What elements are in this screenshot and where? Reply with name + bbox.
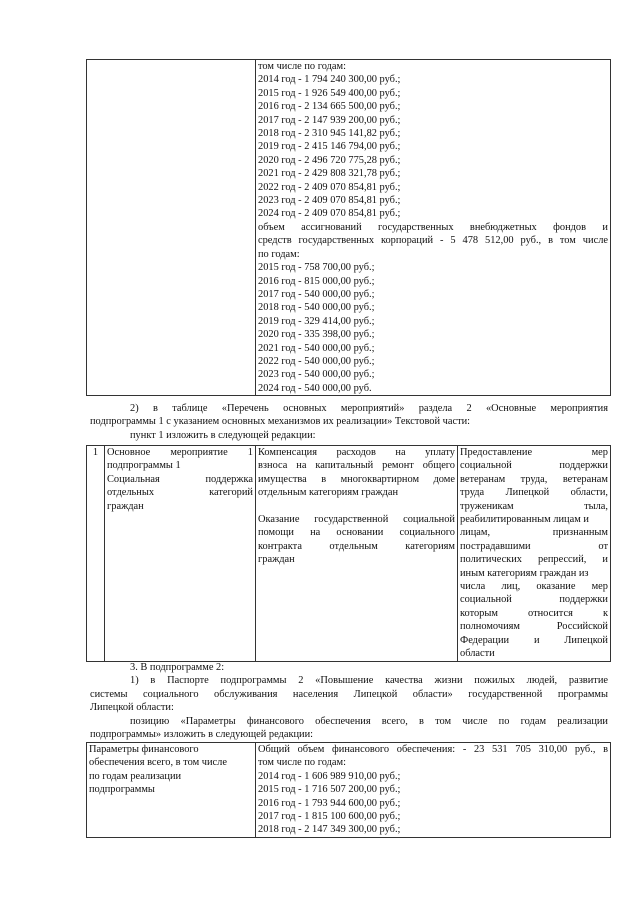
text-line: реабилитированным лицам и <box>460 514 589 526</box>
text-line: 2018 год - 540 000,00 руб.; <box>258 302 375 314</box>
measure-number: 1 <box>87 446 105 662</box>
measure-scope-cell <box>458 446 611 662</box>
para-line: 3. В подпрограмме 2: <box>130 662 225 673</box>
text-line: труженикам тыла, <box>460 500 608 512</box>
text-line: контракта отдельным категориям <box>258 540 455 552</box>
funding-label-cell <box>87 60 256 396</box>
text-line: 2020 год - 335 398,00 руб.; <box>258 329 375 341</box>
text-line: 2017 год - 1 815 100 600,00 руб.; <box>258 811 401 823</box>
text-line: Федерации и Липецкой <box>460 634 608 646</box>
text-line: отдельным категориям граждан <box>258 487 398 499</box>
para-line: 2) в таблице «Перечень основных мероприятий» раздела 2 «Основные мероприятия <box>130 403 608 414</box>
text-line: Предоставление мер <box>460 447 608 458</box>
text-line: том числе по годам: <box>258 757 346 769</box>
text-line: 2015 год - 1 926 549 400,00 руб.; <box>258 87 401 99</box>
text-line: граждан <box>107 500 144 512</box>
text-line: лицам, признанным <box>460 527 608 539</box>
text-line: пострадавшими от <box>460 540 608 552</box>
text-line: граждан <box>258 554 295 566</box>
para-line: позицию «Параметры финансового обеспечения всего, в том числе по годам реализации <box>130 715 608 727</box>
funding-values-cell <box>256 60 611 396</box>
para-line: системы социального обслуживания населения Липецкой области» государственной программы <box>90 688 608 700</box>
text-line: 2019 год - 329 414,00 руб.; <box>258 315 375 327</box>
text-line: 2016 год - 2 134 665 500,00 руб.; <box>258 101 401 113</box>
text-line: 2015 год - 1 716 507 200,00 руб.; <box>258 784 401 796</box>
text-line: 2024 год - 2 409 070 854,81 руб.; <box>258 208 401 220</box>
para-line: подпрограммы 1 с указанием основных механизмов их реализации» Текстовой части: <box>90 416 471 428</box>
text-line: Компенсация расходов на уплату <box>258 447 455 458</box>
text-line: подпрограммы <box>89 784 155 796</box>
text-line: 2021 год - 2 429 808 321,78 руб.; <box>258 168 401 180</box>
para-line: 1) в Паспорте подпрограммы 2 «Повышение качества жизни пожилых людей, развитие <box>130 675 608 687</box>
text-line: иным категориям граждан из <box>460 567 589 579</box>
text-line: 2024 год - 540 000,00 руб. <box>258 382 372 394</box>
text-line: 2016 год - 815 000,00 руб.; <box>258 275 375 287</box>
measure-name-cell <box>105 446 256 662</box>
text-line: политических репрессий, и <box>460 554 608 566</box>
text-line: 2017 год - 2 147 939 200,00 руб.; <box>258 114 401 126</box>
measure-description-cell <box>256 446 458 662</box>
text-line: полномочиям Российской <box>460 621 608 633</box>
text-line: помощи на основании социального <box>258 527 455 539</box>
para-line: Липецкой области: <box>90 702 174 714</box>
amendment-paragraph-2 <box>90 402 608 442</box>
text-line: подпрограммы 1 <box>107 460 181 472</box>
text-line: 2015 год - 758 700,00 руб.; <box>258 262 375 274</box>
text-line: 2016 год - 1 793 944 600,00 руб.; <box>258 797 401 809</box>
measures-table <box>86 445 611 662</box>
text-line: области <box>460 648 495 660</box>
funding-table-continued <box>86 59 611 396</box>
subprogram-funding-values <box>256 743 611 838</box>
text-line: труда Липецкой области, <box>460 487 608 499</box>
text-line: 2023 год - 540 000,00 руб.; <box>258 369 375 381</box>
text-line: числа лиц, оказание мер <box>460 581 608 593</box>
text-line: 2014 год - 1 794 240 300,00 руб.; <box>258 74 401 86</box>
text-line: Социальная поддержка <box>107 473 253 485</box>
text-line: имущества в многоквартирном доме <box>258 473 455 485</box>
text-line: средств государственных корпораций - 5 478 512,00 руб., в том числе <box>258 235 608 247</box>
subprogram-funding-table <box>86 742 611 838</box>
text-line: по годам: <box>258 248 300 260</box>
para-line: пункт 1 изложить в следующей редакции: <box>130 429 316 441</box>
text-line: Общий объем финансового обеспечения: - 23 531 705 310,00 руб., в <box>258 744 608 755</box>
amendment-paragraph-3 <box>90 661 608 741</box>
text-line: Параметры финансового <box>89 744 199 755</box>
subprogram-funding-label <box>87 743 256 838</box>
text-line: 2021 год - 540 000,00 руб.; <box>258 342 375 354</box>
text-line: социальной поддержки <box>460 460 608 472</box>
text-line: 2018 год - 2 147 349 300,00 руб.; <box>258 824 401 836</box>
text-line: 2014 год - 1 606 989 910,00 руб.; <box>258 770 401 782</box>
text-line: 2017 год - 540 000,00 руб.; <box>258 288 375 300</box>
text-line: отдельных категорий <box>107 487 253 499</box>
text-line: взноса на капитальный ремонт общего <box>258 460 455 472</box>
text-line: Основное мероприятие 1 <box>107 447 253 458</box>
text-line: обеспечения всего, в том числе <box>89 757 227 769</box>
text-line: которым относится к <box>460 607 608 619</box>
text-line: 2020 год - 2 496 720 775,28 руб.; <box>258 154 401 166</box>
text-line: том числе по годам: <box>258 61 346 72</box>
text-line: 2018 год - 2 310 945 141,82 руб.; <box>258 128 401 140</box>
para-line: подпрограммы» изложить в следующей редакции: <box>90 729 314 741</box>
text-line: социальной поддержки <box>460 594 608 606</box>
text-line: Оказание государственной социальной <box>258 514 455 526</box>
text-line: 2022 год - 540 000,00 руб.; <box>258 355 375 367</box>
text-line: ветеранам труда, ветеранам <box>460 473 608 485</box>
spacer <box>258 500 455 513</box>
text-line: по годам реализации <box>89 770 182 782</box>
text-line: 2019 год - 2 415 146 794,00 руб.; <box>258 141 401 153</box>
text-line: 2023 год - 2 409 070 854,81 руб.; <box>258 195 401 207</box>
text-line: 2022 год - 2 409 070 854,81 руб.; <box>258 181 401 193</box>
text-line: объем ассигнований государственных внебюджетных фондов и <box>258 221 608 233</box>
